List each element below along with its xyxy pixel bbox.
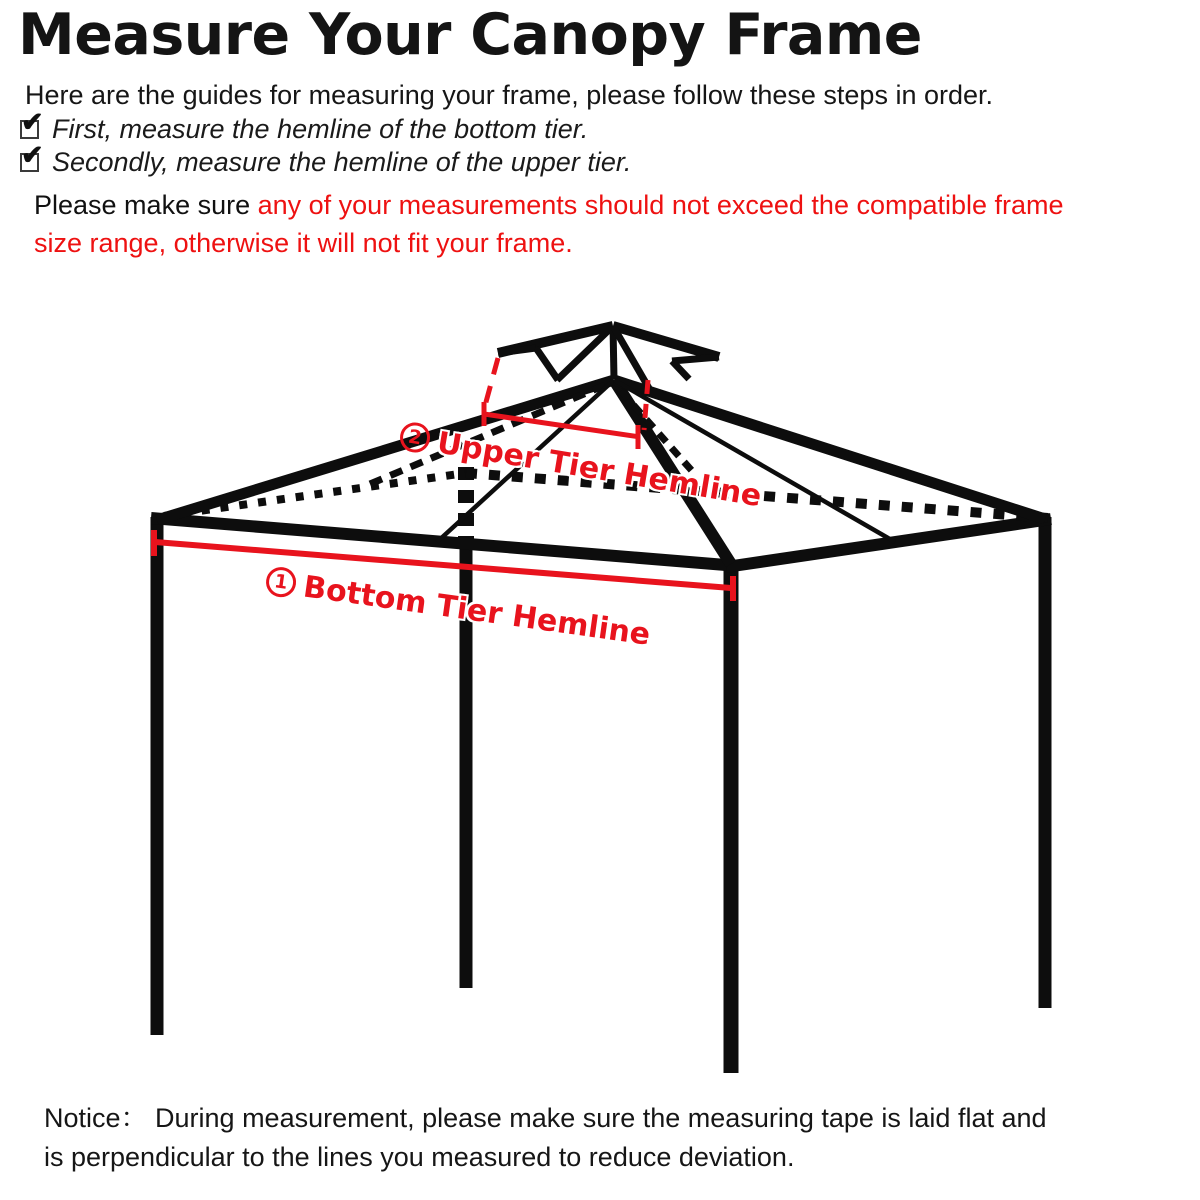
warning-red-text-2: size range, otherwise it will not fit your frame. [34,228,573,258]
upper-tier-hemline-text: Upper Tier Hemline [434,425,765,515]
page-subtitle: Here are the guides for measuring your frame, please follow these steps in order. [25,80,994,110]
front-eave-beam [151,518,738,566]
check-mark-icon: ✔ [21,107,44,137]
checklist-item-1-label: First, measure the hemline of the bottom tier. [52,114,589,144]
circled-number-2-icon: 2 [398,420,433,455]
circled-number-1-icon: 1 [264,565,298,599]
upper-tier-strut-left [536,348,558,380]
warning-black-prefix: Please make sure [34,190,258,220]
warning-red-text-1: any of your measurements should not exceed the compatible frame [257,190,1064,220]
upper-tier-eave-bar-left [498,348,536,353]
bottom-tier-hemline-text: Bottom Tier Hemline [301,569,653,653]
page-title: Measure Your Canopy Frame [18,2,922,68]
upper-measure-line [484,414,640,437]
upper-tier-eave-bar-right [672,357,719,361]
notice-line-1: Notice： During measurement, please make sure the measuring tape is laid flat and [44,1103,1047,1133]
check-mark-icon: ✔ [21,140,44,170]
notice-line-2: is perpendicular to the lines you measured to reduce deviation. [44,1142,795,1172]
checklist-item-2-label: Secondly, measure the hemline of the upper tier. [52,147,632,177]
right-eave-beam [726,519,1051,567]
bottom-measure-line [155,542,731,588]
